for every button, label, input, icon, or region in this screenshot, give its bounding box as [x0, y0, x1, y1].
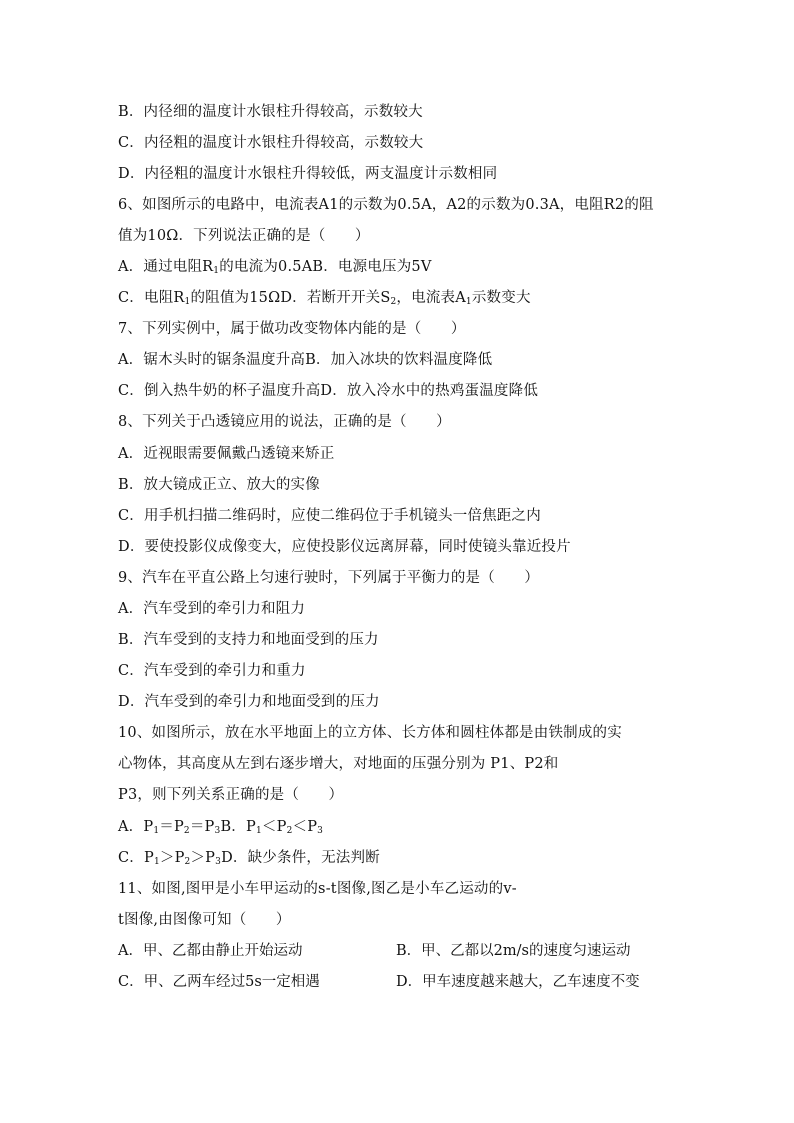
- question-8-option-a: A．近视眼需要佩戴凸透镜来矫正: [118, 446, 335, 462]
- question-11-option-c: C．甲、乙两车经过5s一定相遇: [118, 974, 320, 990]
- question-8-option-d: D．要使投影仪成像变大，应使投影仪远离屏幕，同时使镜头靠近投片: [118, 539, 571, 555]
- question-9-stem: 9、汽车在平直公路上匀速行驶时，下列属于平衡力的是（ ）: [118, 570, 540, 586]
- question-7-options-cd: C．倒入热牛奶的杯子温度升高D．放入冷水中的热鸡蛋温度降低: [118, 383, 539, 399]
- question-6-stem-line1: 6、如图所示的电路中，电流表A1的示数为0.5A，A2的示数为0.3A，电阻R2的阻: [118, 197, 654, 213]
- option-5b: B．内径细的温度计水银柱升得较高，示数较大: [118, 104, 423, 120]
- question-7-options-ab: A．锯木头时的锯条温度升高B．加入冰块的饮料温度降低: [118, 352, 493, 368]
- question-9-option-b: B．汽车受到的支持力和地面受到的压力: [118, 632, 379, 648]
- question-7-stem: 7、下列实例中，属于做功改变物体内能的是（ ）: [118, 321, 466, 337]
- question-8-option-b: B．放大镜成正立、放大的实像: [118, 477, 320, 493]
- question-10-stem-line2: 心物体，其高度从左到右逐步增大，对地面的压强分别为 P1、P2和: [118, 756, 559, 772]
- question-9-option-c: C．汽车受到的牵引力和重力: [118, 663, 306, 679]
- question-10-options-ab: A．$P_1=P_2=P_3B$．$P_1<P_2<P_3$: [118, 819, 324, 836]
- question-9-option-a: A．汽车受到的牵引力和阻力: [118, 601, 306, 617]
- option-5c: C．内径粗的温度计水银柱升得较高，示数较大: [118, 135, 424, 151]
- question-9-option-d: D．汽车受到的牵引力和地面受到的压力: [118, 694, 380, 710]
- question-10-options-cd: C．$P_1>P_2>P_3D$．缺少条件，无法判断: [118, 850, 380, 867]
- question-10-stem-line3: P3，则下列关系正确的是（ ）: [118, 787, 344, 803]
- question-6-options-ab: A．通过电阻$R_1$的电流为0.5AB．电源电压为5V: [118, 259, 432, 276]
- question-11-stem-line1: 11、如图,图甲是小车甲运动的s-t图像,图乙是小车乙运动的v-: [118, 881, 517, 897]
- question-6-stem-line2: 值为10Ω．下列说法正确的是（ ）: [118, 228, 370, 244]
- question-8-option-c: C．用手机扫描二维码时，应使二维码位于手机镜头一倍焦距之内: [118, 508, 541, 524]
- question-10-stem-line1: 10、如图所示，放在水平地面上的立方体、长方体和圆柱体都是由铁制成的实: [118, 725, 622, 741]
- question-6-options-cd: C．电阻$R_1$的阻值为15ΩD．若断开开关$S_2$，电流表$A_1$示数变大: [118, 290, 531, 307]
- question-11-stem-line2: t图像,由图像可知（ ）: [118, 912, 291, 928]
- option-5d: D．内径粗的温度计水银柱升得较低，两支温度计示数相同: [118, 166, 498, 182]
- question-11-option-b: B．甲、乙都以2m/s的速度匀速运动: [396, 943, 631, 959]
- question-11-option-d: D．甲车速度越来越大，乙车速度不变: [396, 974, 640, 990]
- question-11-option-a: A．甲、乙都由静止开始运动: [118, 943, 303, 959]
- question-8-stem: 8、下列关于凸透镜应用的说法，正确的是（ ）: [118, 414, 451, 430]
